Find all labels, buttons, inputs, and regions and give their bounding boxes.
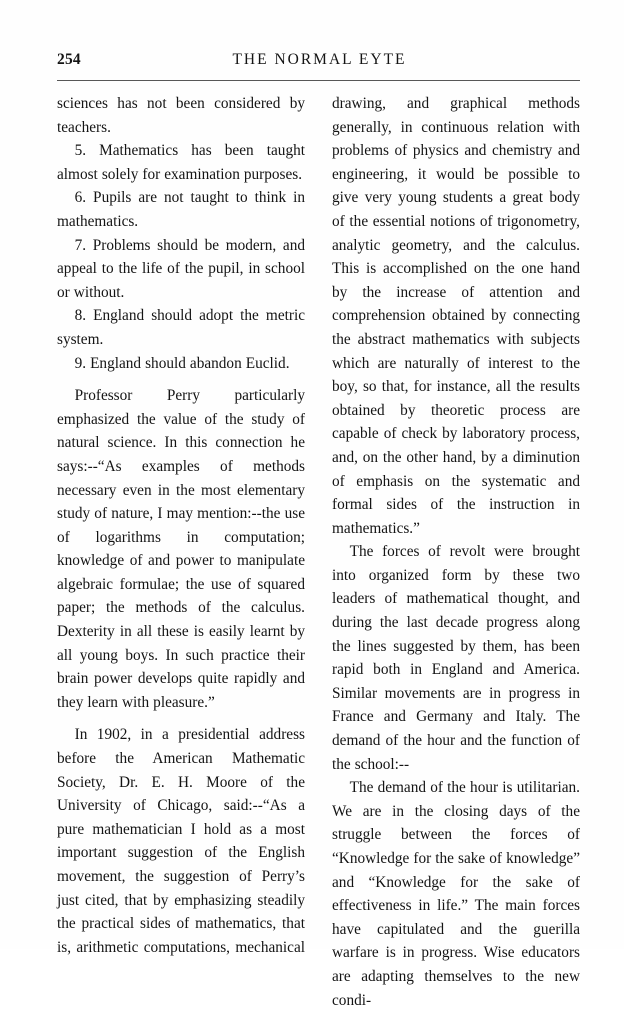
body-columns <box>57 92 580 1009</box>
running-head <box>57 50 580 74</box>
paragraph: The demand of the hour is utilitarian. We are in the closing days of the struggle between the forces of “Knowledge for the sake of knowledge” and “Knowledge for the sake of effectiveness in life.” The main forces have capitulated and the guerilla warfare is in progress. Wise educators are adapting themselves to the new condi- <box>332 779 580 1009</box>
column-left <box>57 92 305 983</box>
header-divider-rule <box>57 80 580 81</box>
paragraph: The forces of revolt were brought into organized form by these two leaders of mathematical thought, and during the last decade progress along the lines suggested by them, has been rapid both in England and America. Similar movements are in progress in France and Germany and Italy. The demand of the hour and the function of the school:-- <box>332 543 580 773</box>
paragraph: sciences has not been considered by teachers. <box>57 95 305 136</box>
paragraph: 9. England should abandon Euclid. <box>74 354 290 372</box>
paragraph: Professor Perry particularly emphasized the value of the study of natural science. In this connection he says:--“As examples of methods necessary even in the most elementary study of nature, I may mention:--the use of logarithms in computation; knowledge of and power to manipulate algebraic formulae; the use of squared paper; the methods of the calculus. Dexterity in all these is easily learnt by all young boys. In such practice their brain power develops quite rapidly and they learn with pleasure.” <box>57 387 305 711</box>
page-number: 254 <box>57 51 81 68</box>
paragraph: 6. Pupils are not taught to think in mathematics. <box>57 189 305 230</box>
paragraph: 5. Mathematics has been taught almost solely for examination purposes. <box>57 142 305 183</box>
paragraph: 8. England should adopt the metric system. <box>57 307 305 348</box>
publication-title: THE NORMAL EYTE <box>232 51 407 68</box>
paragraph: drawing, and graphical methods generally, in continuous relation with problems of physics and chemistry and engineering, it would be possible to give very young students a great body of the essential notions of trigonometry, analytic geometry, and the calculus. This is accomplished on the one hand by the increase of attention and comprehension obtained by connecting the abstract mathematics with subjects which are naturally of interest to the boy, so that, for instance, all the results obtained by theoretic process are capable of check by laboratory process, and, on the other hand, by a diminution of emphasis on the systematic and formal sides of the instruction in mathematics.” <box>332 95 580 537</box>
column-right <box>332 92 580 1036</box>
paragraph: 7. Problems should be modern, and appeal to the life of the pupil, in school or without. <box>57 236 305 301</box>
paragraph: In 1902, in a presidential address before the American Mathematic Society, Dr. E. H. Moore of the University of Chicago, said:--“As a pure mathematician I hold as a most important suggestion of the English movement, the suggestion of Perry’s just cited, that by emphasizing steadily the practical sides of mathematics, that is, arithmetic computations, mechanical <box>57 726 305 956</box>
